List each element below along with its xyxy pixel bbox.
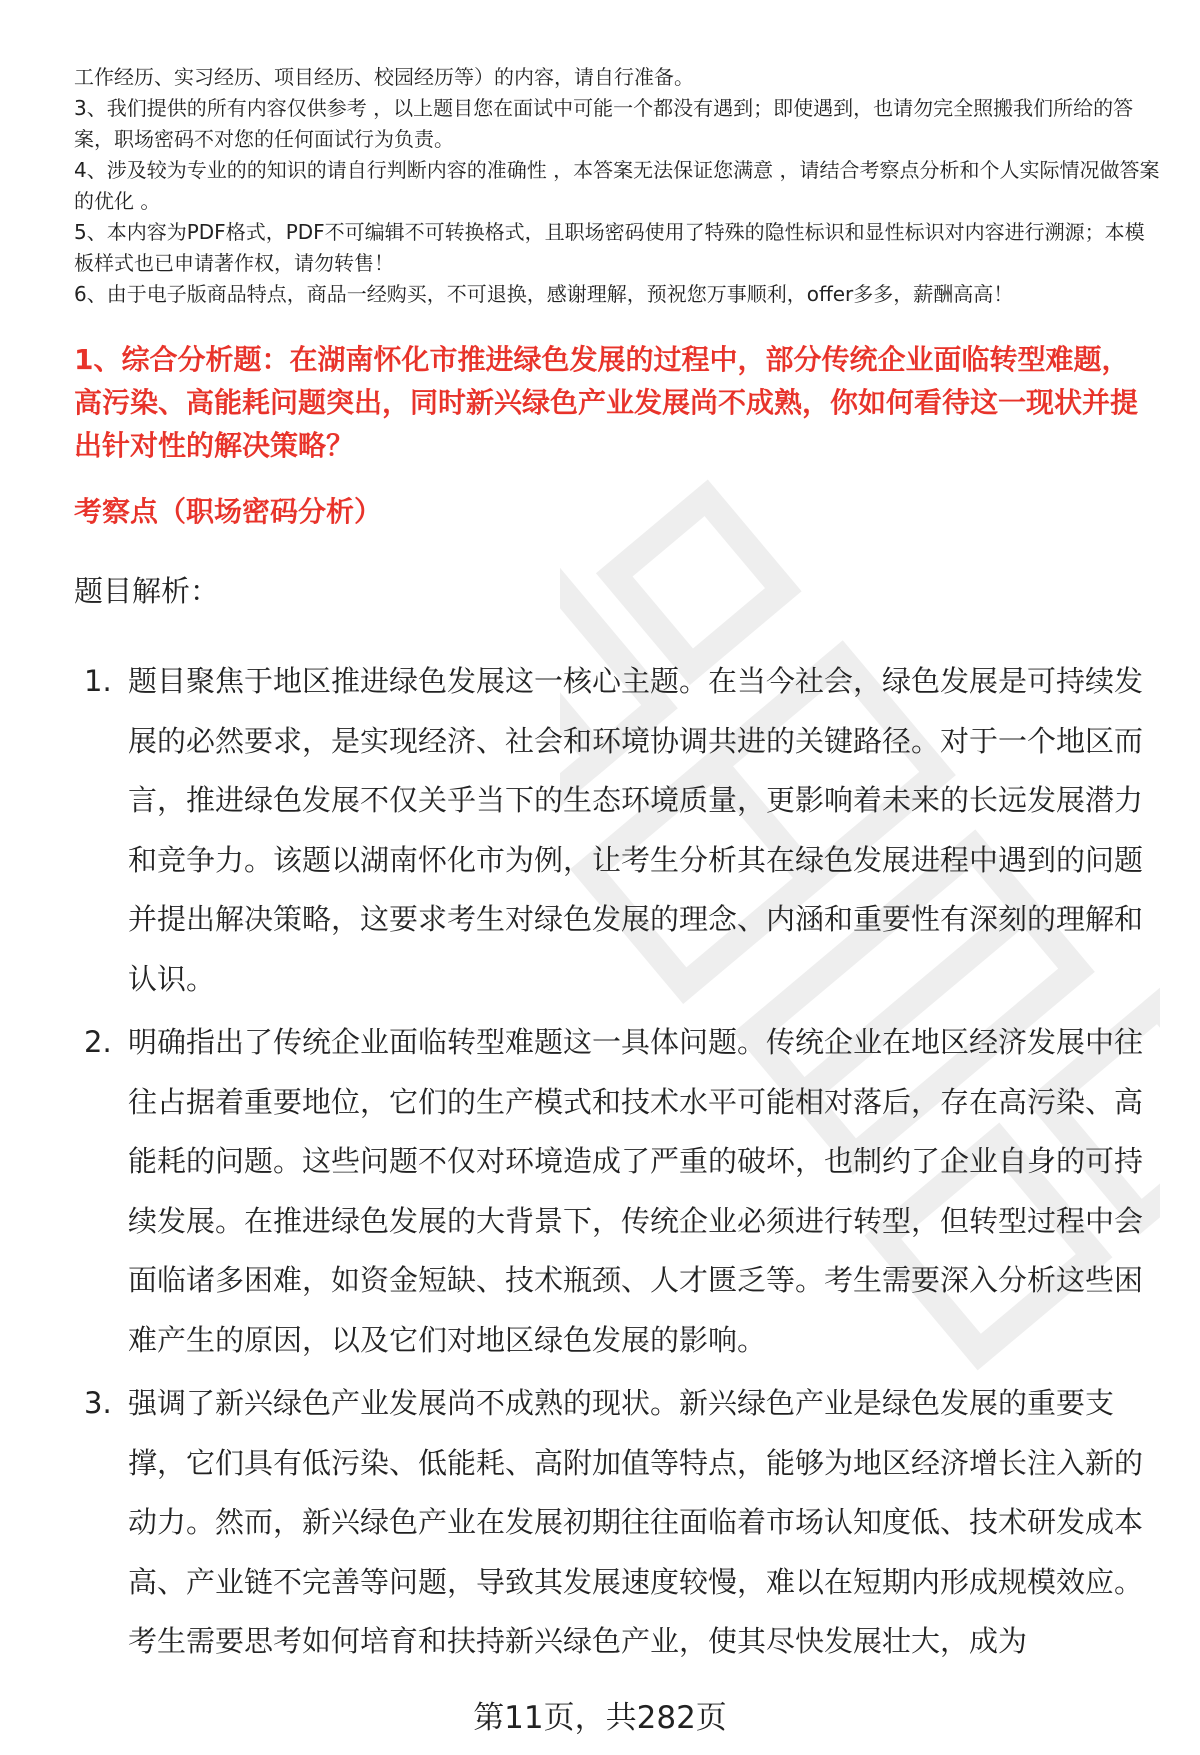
analysis-item (74, 652, 1154, 1009)
analysis-item-text: 明确指出了传统企业面临转型难题这一具体问题。传统企业在地区经济发展中往往占据着重要地位，它们的生产模式和技术水平可能相对落后，存在高污染、高能耗的问题。这些问题不仅对环境造成了严重的破坏，也制约了企业自身的可持续发展。在推进绿色发展的大背景下，传统企业必须进行转型，但转型过程中会面临诸多困难，如资金短缺、技术瓶颈、人才匮乏等。考生需要深入分析这些困难产生的原因，以及它们对地区绿色发展的影响。 (128, 1025, 1144, 1357)
note-line: 6、由于电子版商品特点，商品一经购买，不可退换，感谢理解，预祝您万事顺利，offer多多，薪酬高高！ (74, 282, 1014, 306)
note-line: 4、涉及较为专业的的知识的请自行判断内容的准确性 ，本答案无法保证您满意 ，请结合考察点分析和个人实际情况做答案的优化 。 (74, 158, 1160, 213)
analysis-item-number: 2. (84, 1025, 112, 1059)
analysis-list (74, 652, 1154, 1676)
note-line: 工作经历、实习经历、项目经历、校园经历等）的内容，请自行准备。 (74, 65, 694, 89)
analysis-item-text: 强调了新兴绿色产业发展尚不成熟的现状。新兴绿色产业是绿色发展的重要支撑，它们具有低污染、低能耗、高附加值等特点，能够为地区经济增长注入新的动力。然而，新兴绿色产业在发展初期往往面临着市场认知度低、技术研发成本高、产业链不完善等问题，导致其发展速度较慢，难以在短期内形成规模效应。考生需要思考如何培育和扶持新兴绿色产业，使其尽快发展壮大，成为 (128, 1386, 1144, 1658)
analysis-item-number: 3. (84, 1386, 112, 1420)
page-footer: 第11页，共282页 (473, 1700, 727, 1736)
note-line: 3、我们提供的所有内容仅供参考 ，以上题目您在面试中可能一个都没有遇到；即使遇到，也请勿完全照搬我们所给的答案，职场密码不对您的任何面试行为负责。 (74, 96, 1134, 151)
analysis-subheading: 题目解析： (74, 574, 220, 608)
notes-section (74, 62, 1164, 310)
exam-point-heading: 考察点（职场密码分析） (74, 495, 383, 528)
analysis-item (74, 1013, 1154, 1370)
analysis-item-number: 1. (84, 664, 112, 698)
analysis-item-text: 题目聚焦于地区推进绿色发展这一核心主题。在当今社会，绿色发展是可持续发展的必然要求，是实现经济、社会和环境协调共进的关键路径。对于一个地区而言，推进绿色发展不仅关乎当下的生态环境质量，更影响着未来的长远发展潜力和竞争力。该题以湖南怀化市为例，让考生分析其在绿色发展进程中遇到的问题并提出解决策略，这要求考生对绿色发展的理念、内涵和重要性有深刻的理解和认识。 (128, 664, 1144, 996)
note-line: 5、本内容为PDF格式，PDF不可编辑不可转换格式，且职场密码使用了特殊的隐性标识和显性标识对内容进行溯源；本模板样式也已申请著作权，请勿转售！ (74, 220, 1145, 275)
analysis-item (74, 1374, 1154, 1672)
question-heading: 1、综合分析题：在湖南怀化市推进绿色发展的过程中，部分传统企业面临转型难题，高污染、高能耗问题突出，同时新兴绿色产业发展尚不成熟，你如何看待这一现状并提出针对性的解决策略？ (74, 343, 1139, 462)
